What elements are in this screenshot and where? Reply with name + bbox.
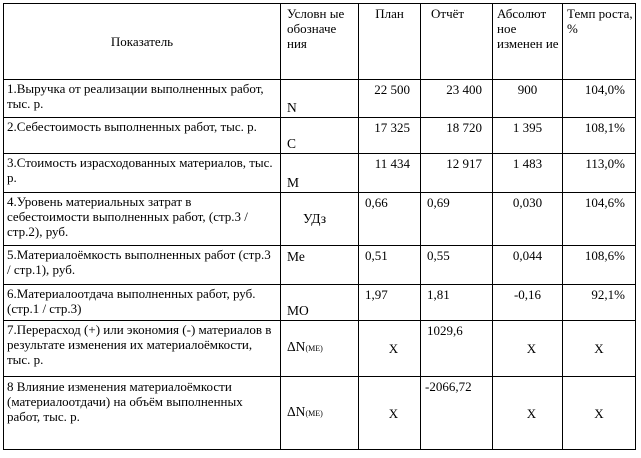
plan-cell: 0,66 [359, 193, 421, 246]
symbol-cell: МО [281, 285, 359, 321]
rate-cell: 113,0% [563, 154, 636, 193]
absolute-cell: X [493, 321, 563, 377]
table-row [4, 80, 636, 118]
header-plan: План [359, 4, 421, 80]
table-row [4, 118, 636, 154]
rate-cell: 108,6% [563, 246, 636, 285]
symbol-subscript: (МЕ) [305, 408, 323, 418]
symbol-cell: N [281, 80, 359, 118]
header-fact: Отчёт [421, 4, 493, 80]
table-row [4, 285, 636, 321]
symbol-cell [281, 377, 359, 450]
indicator-cell: 4.Уровень материальных затрат в себестоимости выполненных работ, (стр.3 / стр.2), руб. [4, 193, 281, 246]
fact-cell: -2066,72 [421, 377, 493, 450]
table-row [4, 154, 636, 193]
indicator-cell: 3.Стоимость израсходованных материалов, тыс. р. [4, 154, 281, 193]
rate-cell: 92,1% [563, 285, 636, 321]
header-absolute-change: Абсолют ное изменен ие [493, 4, 563, 80]
indicator-cell: 5.Материалоёмкость выполненных работ (стр.3 / стр.1), руб. [4, 246, 281, 285]
symbol-cell [281, 321, 359, 377]
fact-cell: 1,81 [421, 285, 493, 321]
fact-cell: 1029,6 [421, 321, 493, 377]
plan-cell: 17 325 [359, 118, 421, 154]
absolute-cell: 0,030 [493, 193, 563, 246]
indicators-table [3, 3, 636, 450]
absolute-cell: 0,044 [493, 246, 563, 285]
fact-cell: 0,55 [421, 246, 493, 285]
indicator-cell: 8 Влияние изменения материалоёмкости (материалоотдачи) на объём выполненных работ, тыс. р. [4, 377, 281, 450]
indicator-cell: 7.Перерасход (+) или экономия (-) материалов в результате изменения их материалоёмкости, тыс. р. [4, 321, 281, 377]
fact-cell: 23 400 [421, 80, 493, 118]
symbol-subscript: (МЕ) [305, 344, 323, 353]
rate-cell: X [563, 377, 636, 450]
symbol-main: ΔN [287, 403, 306, 419]
absolute-cell: X [493, 377, 563, 450]
header-growth-rate: Темп роста, % [563, 4, 636, 80]
fact-cell: 0,69 [421, 193, 493, 246]
rate-cell: 108,1% [563, 118, 636, 154]
table-header-row [4, 4, 636, 80]
symbol-cell: Ме [281, 246, 359, 285]
rate-cell: 104,6% [563, 193, 636, 246]
fact-cell: 12 917 [421, 154, 493, 193]
header-indicator: Показатель [4, 4, 281, 80]
indicator-cell: 2.Себестоимость выполненных работ, тыс. р. [4, 118, 281, 154]
plan-cell: X [359, 377, 421, 450]
absolute-cell: 1 483 [493, 154, 563, 193]
indicator-cell: 6.Материалоотдача выполненных работ, руб. (стр.1 / стр.3) [4, 285, 281, 321]
plan-cell: 22 500 [359, 80, 421, 118]
table-row [4, 377, 636, 450]
fact-cell: 18 720 [421, 118, 493, 154]
rate-cell: X [563, 321, 636, 377]
symbol-main: ΔN [287, 339, 306, 354]
plan-cell: X [359, 321, 421, 377]
absolute-cell: 1 395 [493, 118, 563, 154]
symbol-cell: M [281, 154, 359, 193]
indicator-cell: 1.Выручка от реализации выполненных работ, тыс. р. [4, 80, 281, 118]
rate-cell: 104,0% [563, 80, 636, 118]
table-row [4, 246, 636, 285]
plan-cell: 1,97 [359, 285, 421, 321]
symbol-cell: УДз [281, 193, 359, 246]
plan-cell: 0,51 [359, 246, 421, 285]
symbol-cell: C [281, 118, 359, 154]
table-row [4, 193, 636, 246]
plan-cell: 11 434 [359, 154, 421, 193]
header-symbol: Условн ые обозначе ния [281, 4, 359, 80]
absolute-cell: 900 [493, 80, 563, 118]
absolute-cell: -0,16 [493, 285, 563, 321]
table-row [4, 321, 636, 377]
